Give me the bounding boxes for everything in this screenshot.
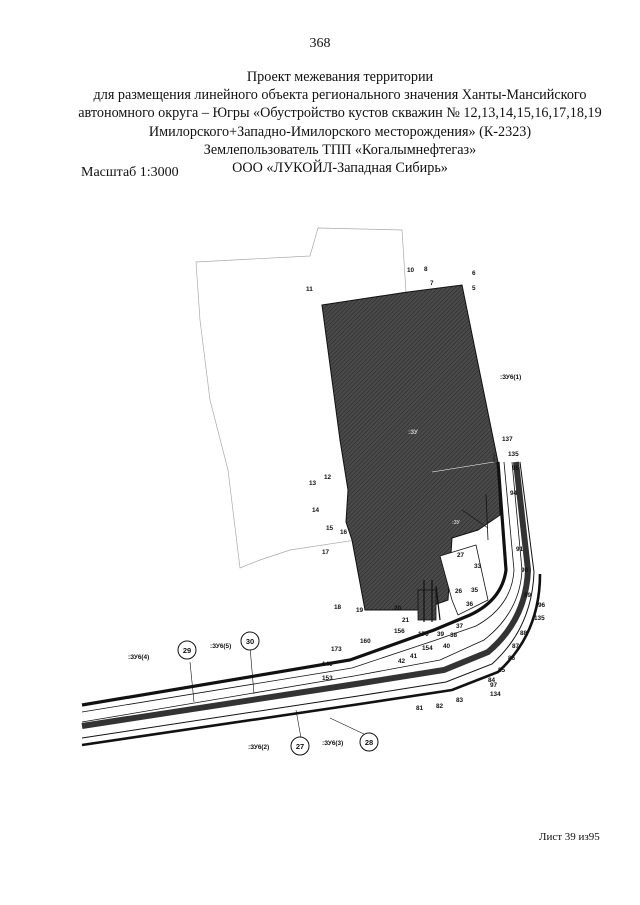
- point-number: 135: [508, 451, 519, 458]
- point-number: 89: [524, 592, 532, 599]
- plot-label: :ЗУ6(5): [210, 643, 232, 650]
- point-number: 15: [326, 525, 334, 532]
- point-number: 11: [306, 286, 313, 293]
- point-number: 91: [516, 546, 524, 553]
- point-number: 5: [472, 285, 476, 292]
- point-number: 18: [334, 604, 342, 611]
- point-number: 16: [340, 529, 348, 536]
- point-number: 42: [398, 658, 406, 665]
- point-number: 135: [534, 615, 545, 622]
- point-number: 26: [455, 588, 463, 595]
- point-number: 37: [456, 623, 464, 630]
- title-line: ООО «ЛУКОЙЛ-Западная Сибирь»: [232, 160, 448, 177]
- title-line: Имилорского+Западно-Имилорского месторождения» (К-2323): [148, 123, 532, 140]
- circled-number: 29: [182, 646, 192, 655]
- circled-number: 30: [245, 637, 255, 646]
- point-number: 153: [322, 675, 333, 682]
- point-number: 10: [407, 267, 415, 274]
- plot-label: :ЗУ6(1): [500, 374, 522, 381]
- point-number: 17: [322, 549, 330, 556]
- plot-label-faded: :ЗУ: [452, 520, 460, 526]
- point-number: 33: [474, 563, 482, 570]
- point-number: 134: [490, 691, 501, 698]
- point-number: 137: [502, 436, 513, 443]
- sheet-of: из: [578, 831, 589, 843]
- point-number: 20: [394, 605, 402, 612]
- title-line: автономного округа – Югры «Обустройство кустов скважин № 12,13,14,15,16,17,18,19: [78, 105, 602, 122]
- sheet-total: 95: [588, 831, 600, 843]
- plot-label: :ЗУ6(3): [322, 740, 344, 747]
- point-number: 95: [512, 465, 520, 472]
- point-number: 14: [312, 507, 320, 514]
- point-number: 36: [466, 601, 474, 608]
- point-number: 35: [471, 587, 479, 594]
- sheet-current: 39: [564, 831, 576, 843]
- point-number: 39: [437, 631, 445, 638]
- point-number: 21: [402, 617, 410, 624]
- point-number: 90: [521, 567, 529, 574]
- title-line: Землепользователь ТПП «Когалымнефтегаз»: [203, 141, 477, 158]
- title-line: для размещения линейного объекта регионального значения Ханты-Мансийского: [93, 87, 587, 104]
- point-number: 96: [538, 602, 546, 609]
- point-number: 87: [512, 643, 520, 650]
- point-number: 8: [424, 266, 428, 273]
- point-number: 140: [322, 661, 333, 668]
- point-number: 13: [309, 480, 317, 487]
- point-number: 84: [488, 677, 496, 684]
- point-number: 170: [418, 631, 429, 638]
- point-number: 40: [443, 643, 451, 650]
- circled-number: 27: [295, 742, 305, 751]
- point-number: 88: [520, 630, 528, 637]
- scale-label: Масштаб 1:3000: [81, 165, 179, 180]
- point-number: 27: [457, 552, 465, 559]
- page-number: 368: [309, 36, 331, 51]
- point-number: 160: [360, 638, 371, 645]
- point-number: 97: [490, 682, 498, 689]
- point-number: 6: [472, 270, 476, 277]
- point-number: 12: [324, 474, 332, 481]
- sheet-word: Лист: [539, 831, 563, 843]
- title-line: Проект межевания территории: [246, 69, 434, 85]
- point-number: 154: [422, 645, 433, 652]
- point-number: 85: [498, 667, 506, 674]
- sheet-number: [539, 831, 600, 843]
- point-number: 173: [331, 646, 342, 653]
- plot-label: :ЗУ6(2): [248, 744, 270, 751]
- point-number: 38: [450, 632, 458, 639]
- point-number: 81: [416, 705, 424, 712]
- point-number: 41: [410, 653, 418, 660]
- point-number: 7: [430, 280, 434, 287]
- plot-label: :ЗУ6(4): [128, 654, 150, 661]
- circled-number: 28: [364, 738, 374, 747]
- point-number: 94: [510, 490, 518, 497]
- point-number: 82: [436, 703, 444, 710]
- point-number: 86: [508, 655, 516, 662]
- point-number: 156: [394, 628, 405, 635]
- point-number: 83: [456, 697, 464, 704]
- plot-label-faded: :ЗУ: [408, 429, 418, 436]
- point-number: 19: [356, 607, 364, 614]
